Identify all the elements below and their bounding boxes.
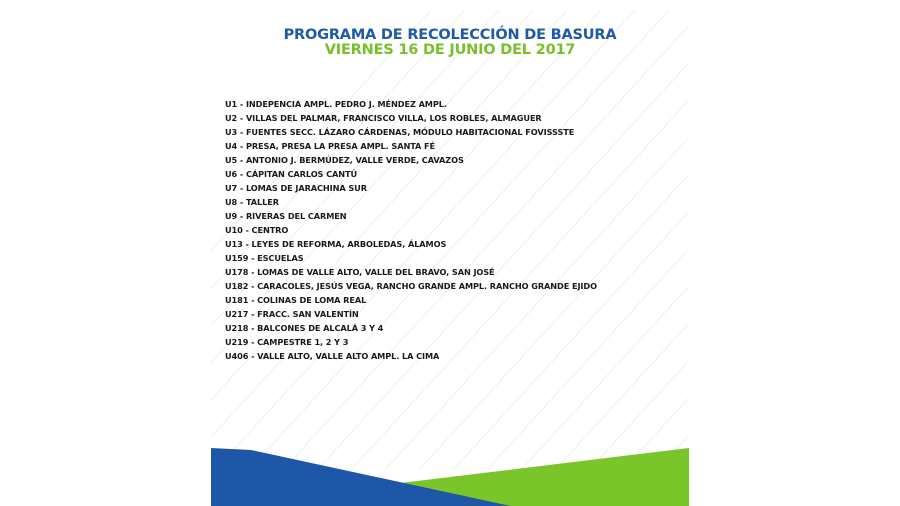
route-item: U4 - PRESA, PRESA LA PRESA AMPL. SANTA FÉ: [225, 141, 436, 151]
route-item: U6 - CÁPITAN CARLOS CANTÚ: [225, 169, 358, 179]
route-item: U2 - VILLAS DEL PALMAR, FRANCISCO VILLA, LOS ROBLES, ALMAGUER: [225, 113, 542, 123]
schedule-card: [211, 0, 689, 506]
route-item: U217 - FRACC. SAN VALENTÍN: [225, 309, 359, 319]
route-item: U7 - LOMAS DE JARACHINA SUR: [225, 183, 367, 193]
route-item: U5 - ANTONIO J. BERMÚDEZ, VALLE VERDE, CAVAZOS: [225, 155, 464, 165]
route-item: U8 - TALLER: [225, 197, 279, 207]
corner-decoration: [211, 448, 689, 506]
route-item: U13 - LEYES DE REFORMA, ARBOLEDAS, ÁLAMOS: [225, 239, 447, 249]
route-item: U219 - CAMPESTRE 1, 2 Y 3: [225, 337, 349, 347]
route-item: U406 - VALLE ALTO, VALLE ALTO AMPL. LA CIMA: [225, 351, 440, 361]
route-item: U3 - FUENTES SECC. LÁZARO CÁRDENAS, MÓDULO HABITACIONAL FOVISSSTE: [225, 127, 575, 137]
page-title: PROGRAMA DE RECOLECCIÓN DE BASURA: [283, 27, 617, 43]
background-stripe: [657, 10, 689, 470]
route-item: U181 - COLINAS DE LOMA REAL: [225, 295, 367, 305]
route-item: U218 - BALCONES DE ALCALÁ 3 Y 4: [225, 323, 384, 333]
route-item: U159 - ESCUELAS: [225, 253, 304, 263]
background-stripe: [623, 10, 689, 470]
route-item: U10 - CENTRO: [225, 225, 289, 235]
route-item: U182 - CARACOLES, JESÚS VEGA, RANCHO GRANDE AMPL. RANCHO GRANDE EJIDO: [225, 281, 597, 291]
route-item: U1 - INDEPENCIA AMPL. PEDRO J. MÉNDEZ AMPL.: [225, 99, 447, 109]
route-item: U9 - RIVERAS DEL CARMEN: [225, 211, 347, 221]
route-item: U178 - LOMAS DE VALLE ALTO, VALLE DEL BRAVO, SAN JOSÉ: [225, 267, 495, 277]
schedule-date: VIERNES 16 DE JUNIO DEL 2017: [324, 42, 576, 58]
route-list: [225, 97, 597, 363]
